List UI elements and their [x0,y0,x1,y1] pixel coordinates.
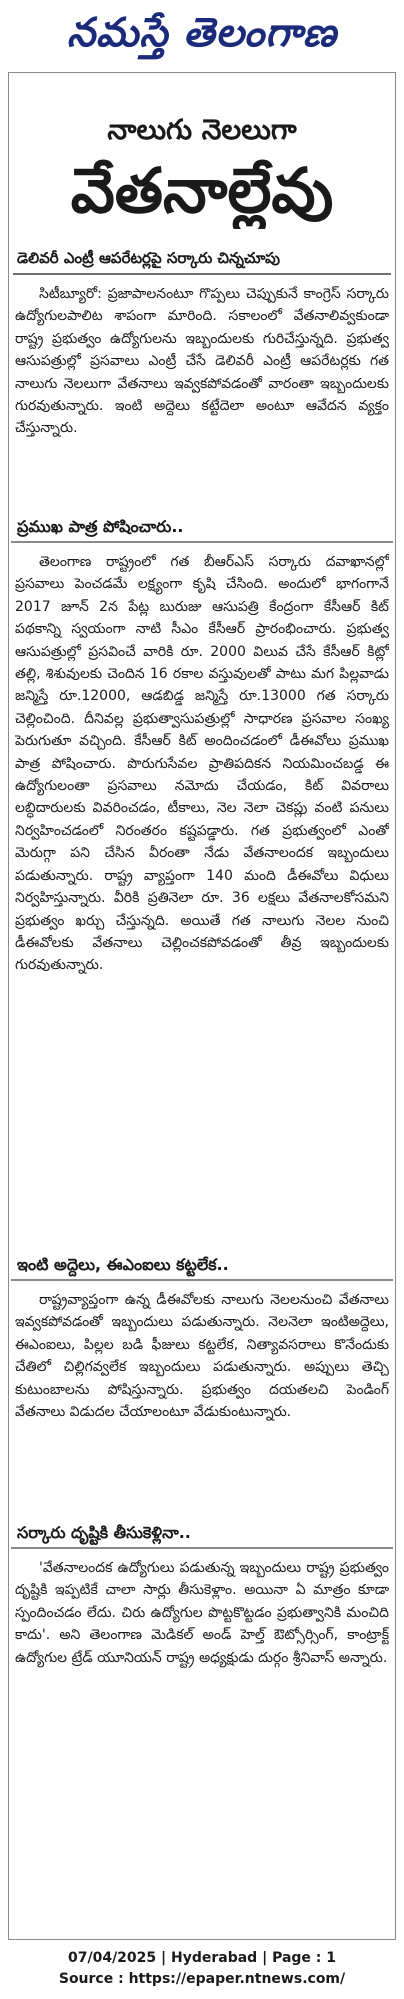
edition-info: 07/04/2025 | Hyderabad | Page : 1 [67,1950,337,1966]
article-kicker: నాలుగు నెలలుగా [107,113,297,146]
article-paragraph: తెలంగాణ రాష్ట్రంలో గత బీఆర్ఎస్ సర్కారు దవాఖానల్లో ప్రసవాలు పెంచడమే లక్ష్యంగా కృషి చేసింది. అందులో భాగంగానే 2017 జూన్ 2న పేట్ల బురుజు ఆసుపత్రి కేంద్రంగా కేసీఆర్ కిట్ పథకాన్ని స్వయంగా నాటి సీఎం కేసీఆర్ ప్రారంభించారు. ప్రభుత్వ ఆసుపత్రుల్లో ప్రసవించే వారికి రూ. 2000 విలువ చేసే కేసీఆర్ కిట్లో తల్లి, శిశువులకు చెందిన 16 రకాల వస్తువులతో పాటు మగ పిల్లవాడు జన్మిస్తే రూ.12000, ఆడబిడ్డ జన్మిస్తే రూ.13000 గత సర్కారు చెల్లించింది. దీనివల్ల ప్రభుత్వాసుపత్రుల్లో సాధారణ ప్రసవాల సంఖ్య పెరుగుతూ వచ్చింది. కేసీఆర్ కిట్ అందించడంలో డీఈవోలు ప్రముఖ పాత్ర పోషించారు. పొరుగుసేవల ప్రాతిపదికన నియమించబడ్డ ఈ ఉద్యోగులంతా ప్రసవాలు నమోదు చేయడం, కిట్ వివరాలు లబ్ధిదారులకు వివరించడం, టీకాలు, నెల నెలా చెకప్లు వంటి పనులు నిర్వహించడంలో నిరంతరం కష్టపడ్డారు. గత ప్రభుత్వంలో ఎంతో మెరుగ్గా పని చేసిన వీరంతా నేడు వేతనాలందక ఇబ్బందులు పడుతున్నారు. రాష్ట్ర వ్యాప్తంగా 140 మంది డీఈవోలు విధులు నిర్వహిస్తున్నారు. వీరికి ప్రతినెలా రూ. 36 లక్షలు వేతనాలకోసమని ప్రభుత్వం ఖర్చు చేస్తున్నది. అయితే గత నాలుగు నెలల నుంచి డీఈవోలకు వేతనాలు చెల్లించకపోవడంతో తీవ్ర ఇబ్బందులకు గురవుతున్నారు. [15,554,389,974]
article-subhead: ఇంటి అద్దెలు, ఈఎంఐలు కట్టలేక.. [11,1251,393,1281]
article-deck: డెలివరీ ఎంట్రీ ఆపరేటర్లపై సర్కారు చిన్నచూపు [13,243,391,275]
article-paragraph: రాష్ట్రవ్యాప్తంగా ఉన్న డీఈవోలకు నాలుగు నెలలనుంచి వేతనాలు ఇవ్వకపోవడంతో ఇబ్బందులు పడుతున్నారు. నెలనెలా ఇంటిఅద్దెలు, ఈఎంఐలు, పిల్లల బడి ఫీజులు కట్టలేక, నిత్యావసరాలు కొనేందుకు చేతిలో చిల్లిగవ్వలేక ఇబ్బందులు పడుతున్నారు. అప్పులు తెచ్చి కుటుంబాలను పోషిస్తున్నారు. ప్రభుత్వం దయతలచి పెండింగ్ వేతనాలు విడుదల చేయాలంటూ వేడుకుంటున్నారు. [15,1292,389,1421]
source-link[interactable]: Source : https://epaper.ntnews.com/ [58,1971,346,1987]
article-paragraph: సిటీబ్యూరో: ప్రజాపాలనంటూ గొప్పలు చెప్పుకునే కాంగ్రెస్ సర్కారు ఉద్యోగులపాలిట శాపంగా మారింది. సకాలంలో వేతనాలివ్వకుండా రాష్ట్ర ప్రభుత్వం ఉద్యోగులను ఇబ్బందులకు గురిచేస్తున్నది. ప్రభుత్వ ఆసుపత్రుల్లో ప్రసవాలు ఎంట్రీ చేసే డెలివరీ ఎంట్రీ ఆపరేటర్లకు గత నాలుగు నెలలుగా వేతనాలు ఇవ్వకపోవడంతో వారంతా ఇబ్బందులకు గురవుతున్నారు. ఇంటి అద్దెలు కట్టేదెలా అంటూ ఆవేదన వ్యక్తం చేస్తున్నారు. [15,286,389,437]
article-subhead: ప్రముఖ పాత్ర పోషించారు.. [11,513,393,543]
article-subhead: సర్కారు దృష్టికి తీసుకెళ్లినా.. [11,1519,393,1549]
article-paragraph: 'వేతనాలందక ఉద్యోగులు పడుతున్న ఇబ్బందులు రాష్ట్ర ప్రభుత్వం దృష్టికి ఇప్పటికే చాలా సార్లు తీసుకెళ్లాం. అయినా ఏ మాత్రం కూడా స్పందించడం లేదు. చిరు ఉద్యోగుల పొట్టకొట్టడం ప్రభుత్వానికి మంచిది కాదు'. అని తెలంగాణ మెడికల్ అండ్ హెల్త్ ఔట్సోర్సింగ్, కాంట్రాక్ట్ ఉద్యోగుల ట్రేడ్ యూనియన్ రాష్ట్ర అధ్యక్షుడు దుర్గం శ్రీనివాస్ అన్నారు. [15,1560,389,1666]
article-headline: వేతనాల్లేవు [70,154,334,227]
newspaper-masthead: నమస్తే తెలంగాణ [66,9,338,56]
article-clipping [8,72,396,1940]
